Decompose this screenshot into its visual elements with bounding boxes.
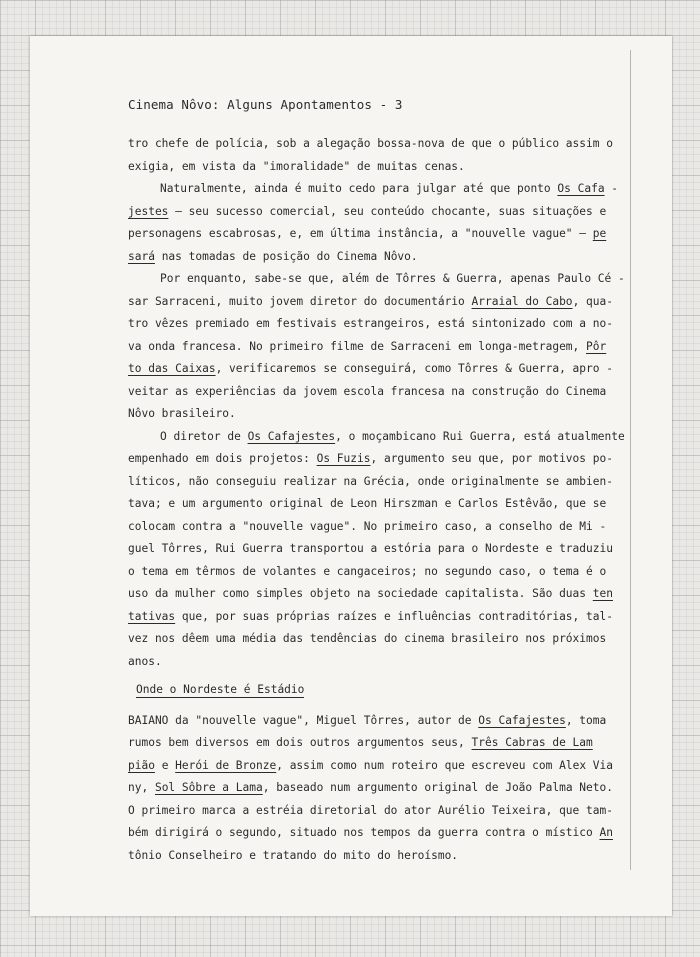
text-line <box>128 606 648 629</box>
text-line <box>128 223 648 246</box>
body-paragraphs <box>128 133 648 673</box>
text-segment: Naturalmente, ainda é muito cedo para julgar até que ponto <box>160 182 558 195</box>
text-segment: tava; e um argumento original de Leon Hirszman e Carlos Estêvão, que se <box>128 497 607 510</box>
text-segment: que, por suas próprias raízes e influências contraditórias, tal- <box>175 609 613 623</box>
underlined-title: Arraial do Cabo <box>471 294 573 308</box>
text-segment: ny, <box>128 781 155 794</box>
text-line <box>128 133 648 156</box>
underlined-title: Sol Sôbre a Lama <box>154 781 263 794</box>
text-segment: va onda francesa. No primeiro filme de Sarraceni em longa-metragem, <box>128 339 587 353</box>
text-segment: veitar as experiências da jovem escola francesa na construção do Cinema <box>128 384 607 398</box>
text-segment: , toma <box>565 713 607 727</box>
text-segment: exigia, em vista da "imoralidade" de muitas cenas. <box>128 159 465 173</box>
text-segment: colocam contra a "nouvelle vague". No primeiro caso, a conselho de Mi - <box>128 519 607 533</box>
final-paragraph <box>128 710 648 868</box>
underlined-title: sará <box>128 249 155 263</box>
text-segment: tônio Conselheiro e tratando do mito do heroísmo. <box>128 848 459 862</box>
text-line <box>128 268 648 291</box>
text-segment: personagens escabrosas, e, em última instância, a "nouvelle vague" — <box>128 227 593 240</box>
text-line <box>128 291 648 314</box>
paragraph <box>128 710 648 868</box>
underlined-title: Os Cafa <box>557 182 605 195</box>
text-segment: rumos bem diversos em dois outros argumentos seus, <box>128 736 472 749</box>
text-line <box>128 777 648 800</box>
underlined-title: ten <box>592 587 613 600</box>
text-segment: tro chefe de polícia, sob a alegação bossa-nova de que o público assim o <box>128 137 613 150</box>
text-segment: O primeiro marca a estréia diretorial do ator Aurélio Teixeira, que tam- <box>128 803 613 817</box>
text-segment: sar Sarraceni, muito jovem diretor do documentário <box>128 294 472 308</box>
underlined-title: jestes <box>128 204 169 218</box>
text-segment: uso da mulher como simples objeto na sociedade capitalista. São duas <box>128 587 593 600</box>
text-line <box>128 628 648 651</box>
text-line <box>128 381 648 404</box>
text-line <box>128 755 648 778</box>
text-segment: , qua- <box>572 294 613 308</box>
underlined-title: Os Cafajestes <box>247 429 336 443</box>
text-segment: , o moçambicano Rui Guerra, está atualmente <box>335 429 625 443</box>
text-segment: Por enquanto, sabe-se que, além de Tôrres & Guerra, apenas Paulo Cé - <box>160 272 625 285</box>
text-segment: guel Tôrres, Rui Guerra transportou a estória para o Nordeste e traduziu <box>128 542 613 555</box>
text-line <box>128 583 648 606</box>
text-segment: o tema em têrmos de volantes e cangaceiros; no segundo caso, o tema é o <box>128 564 607 578</box>
text-line <box>128 651 648 674</box>
paragraph <box>128 178 648 268</box>
paragraph <box>128 268 648 426</box>
text-segment: nas tomadas de posição do Cinema Nôvo. <box>154 249 418 263</box>
underlined-title: Os Fuzis <box>316 452 371 465</box>
text-line <box>128 561 648 584</box>
text-segment: vez nos dêem uma média das tendências do cinema brasileiro nos próximos <box>128 632 607 645</box>
text-segment: - <box>604 182 619 195</box>
text-segment: Nôvo brasileiro. <box>128 407 236 420</box>
text-line <box>128 710 648 733</box>
text-line <box>128 358 648 381</box>
text-segment: O diretor de <box>160 429 248 443</box>
text-segment: , assim como num roteiro que escreveu com Alex Via <box>276 758 613 772</box>
text-line <box>128 800 648 823</box>
text-segment: empenhado em dois projetos: <box>128 452 317 465</box>
text-line <box>128 493 648 516</box>
text-line <box>128 845 648 868</box>
text-line <box>128 732 648 755</box>
text-segment: tro vêzes premiado em festivais estrangeiros, está sintonizado com a no- <box>128 317 613 330</box>
text-line <box>128 471 648 494</box>
text-line <box>128 336 648 359</box>
text-line <box>128 448 648 471</box>
text-segment: líticos, não conseguiu realizar na Grécia, onde originalmente se ambien- <box>128 474 613 488</box>
text-segment: , argumento seu que, por motivos po- <box>370 452 613 465</box>
text-line <box>128 201 648 224</box>
underlined-title: to das Caixas <box>128 362 216 375</box>
underlined-title: pião <box>128 758 155 772</box>
text-line <box>128 178 648 201</box>
text-line <box>128 426 648 449</box>
text-line <box>128 403 648 426</box>
text-segment: bém dirigirá o segundo, situado nos tempos da guerra contra o místico <box>128 826 600 839</box>
text-line <box>128 313 648 336</box>
text-line <box>128 822 648 845</box>
section-heading <box>136 679 648 702</box>
paragraph <box>128 133 648 178</box>
underlined-title: Os Cafajestes <box>478 713 566 727</box>
section-title: Onde o Nordeste é Estádio <box>136 683 305 696</box>
underlined-title: tativas <box>128 609 176 623</box>
text-segment: anos. <box>128 654 162 668</box>
underlined-title: Pôr <box>586 339 607 353</box>
underlined-title: Herói de Bronze <box>175 758 277 772</box>
text-line <box>128 246 648 269</box>
text-line <box>128 516 648 539</box>
text-segment: — seu sucesso comercial, seu conteúdo chocante, suas situações e <box>168 204 607 218</box>
text-segment: , verificaremos se conseguirá, como Tôrres & Guerra, apro - <box>215 362 613 375</box>
text-line <box>128 156 648 179</box>
underlined-title: Três Cabras de Lam <box>471 736 593 749</box>
section-gap <box>128 702 648 710</box>
page-header: Cinema Nôvo: Alguns Apontamentos - 3 <box>128 97 403 112</box>
document-body <box>128 133 648 867</box>
text-segment: BAIANO da "nouvelle vague", Miguel Tôrres, autor de <box>128 713 479 727</box>
underlined-title: An <box>599 826 613 839</box>
text-segment: , baseado num argumento original de João Palma Neto. <box>262 781 613 794</box>
underlined-title: pe <box>592 227 607 240</box>
text-segment: e <box>154 758 176 772</box>
paragraph <box>128 426 648 674</box>
text-line <box>128 538 648 561</box>
